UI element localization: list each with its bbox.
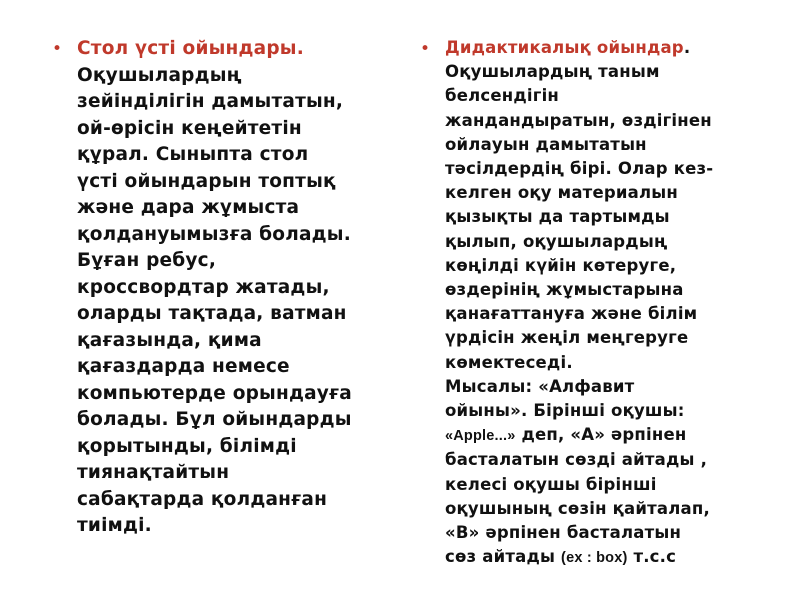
bullet-icon: • <box>52 39 63 59</box>
right-example: деп, «А» әрпінен басталатын сөзді айтады , келесі оқушы бірінші оқушының сөзін қайталап, «В» әрпінен басталатын сөз айтады <box>445 425 710 567</box>
right-title: Дидактикалық ойындар <box>445 38 684 57</box>
left-title: Стол үсті ойындары. <box>77 38 304 59</box>
right-column <box>420 36 765 570</box>
right-body: Оқушылардың таным белсендігін жандандыратын, өздігінен ойлауын дамытатын тәсілдердің бірі. Олар кез- келген оқу материалын қызықты да тартымды қылып, оқушылардың көңілді күйін көтеруге, өздерінің жұмыстарына қанағаттануға және білім үрдісін жеңіл меңгеруге көмектеседі. Мысалы: «Алфавит ойыны». Бірінші оқушы: <box>445 62 714 421</box>
left-column <box>52 36 397 540</box>
left-text <box>77 36 397 540</box>
ex-box: (ex : box) <box>561 550 628 567</box>
right-text <box>445 36 765 570</box>
apple-example: «Apple...» <box>445 428 516 445</box>
left-body: Оқушылардың зейінділігін дамытатын, ой-өрісін кеңейтетін құрал. Сыныпта стол үсті ойындарын топтық және дара жұмыста қолдануымызға болады. Бұған ребус, кроссвордтар жатады, оларды тақтада, ватман қағазында, қима қағаздарда немесе компьютерде орындауға болады. Бұл ойындарды қорытынды, білімді тиянақтайтын сабақтарда қолданған тиімді. <box>77 64 352 536</box>
right-title-end: . <box>683 38 691 57</box>
bullet-icon: • <box>420 39 431 59</box>
right-tail: т.с.с <box>627 547 677 567</box>
